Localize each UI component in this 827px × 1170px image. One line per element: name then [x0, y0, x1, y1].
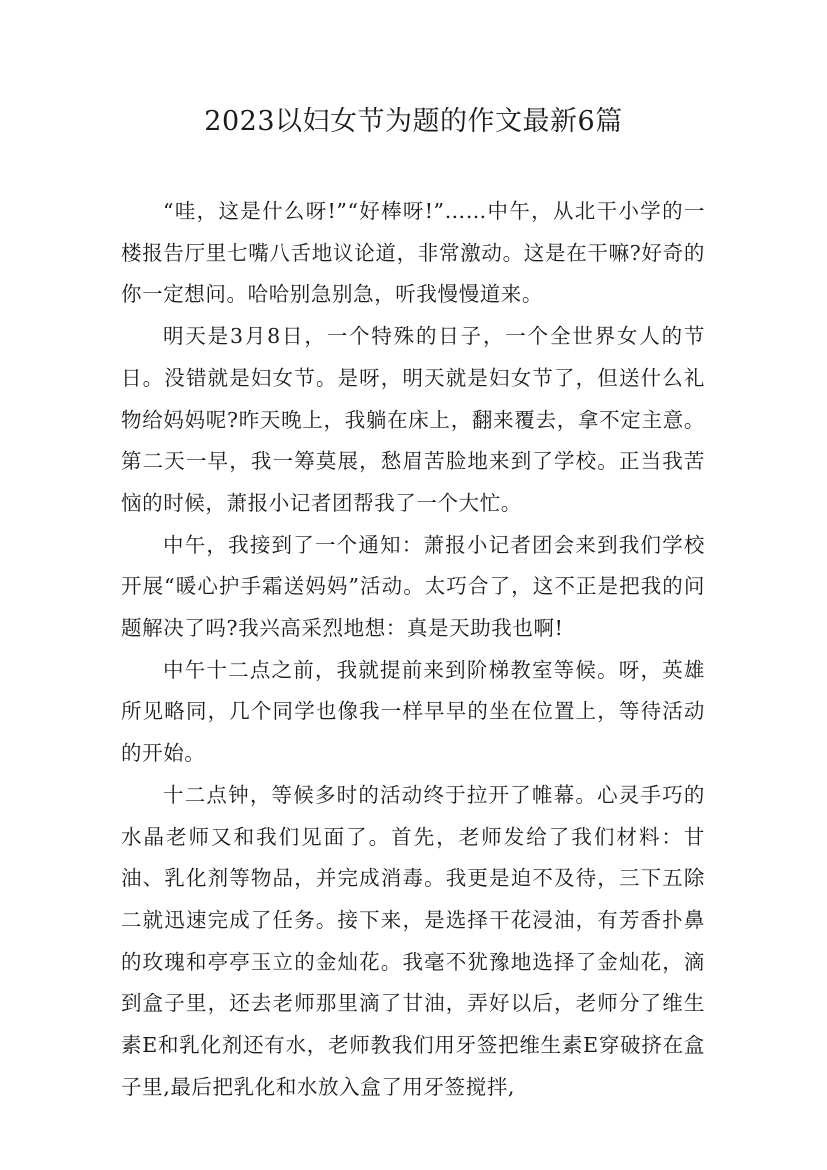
paragraph-3: 中午，我接到了一个通知：萧报小记者团会来到我们学校开展“暖心护手霜送妈妈”活动。太巧合了，这不正是把我的问题解决了吗?我兴高采烈地想：真是天助我也啊!	[121, 532, 705, 641]
paragraph-5: 十二点钟，等候多时的活动终于拉开了帷幕。心灵手巧的水晶老师又和我们见面了。首先，老师发给了我们材料：甘油、乳化剂等物品，并完成消毒。我更是迫不及待，三下五除二就迅速完成了任务。接下来，是选择干花浸油，有芳香扑鼻的玫瑰和亭亭玉立的金灿花。我毫不犹豫地选择了金灿花，滴到盒子里，还去老师那里滴了甘油，弄好以后，老师分了维生素E和乳化剂还有水，老师教我们用牙签把维生素E穿破挤在盒子里,最后把乳化和水放入盒了用牙签搅拌,	[121, 782, 705, 1099]
document-title: 2023以妇女节为题的作文最新6篇	[204, 106, 623, 137]
paragraph-1: “哇，这是什么呀!”“好棒呀!”……中午，从北干小学的一楼报告厅里七嘴八舌地议论道，非常激动。这是在干嘛?好奇的你一定想问。哈哈别急别急，听我慢慢道来。	[121, 199, 705, 307]
essay-body	[121, 191, 705, 1108]
paragraph-2: 明天是3月8日，一个特殊的日子，一个全世界女人的节日。没错就是妇女节。是呀，明天就是妇女节了，但送什么礼物给妈妈呢?昨天晚上，我躺在床上，翻来覆去，拿不定主意。第二天一早，我一筹莫展，愁眉苦脸地来到了学校。正当我苦恼的时候，萧报小记者团帮我了一个大忙。	[121, 324, 705, 515]
paragraph-4: 中午十二点之前，我就提前来到阶梯教室等候。呀，英雄所见略同，几个同学也像我一样早早的坐在位置上，等待活动的开始。	[121, 657, 705, 766]
